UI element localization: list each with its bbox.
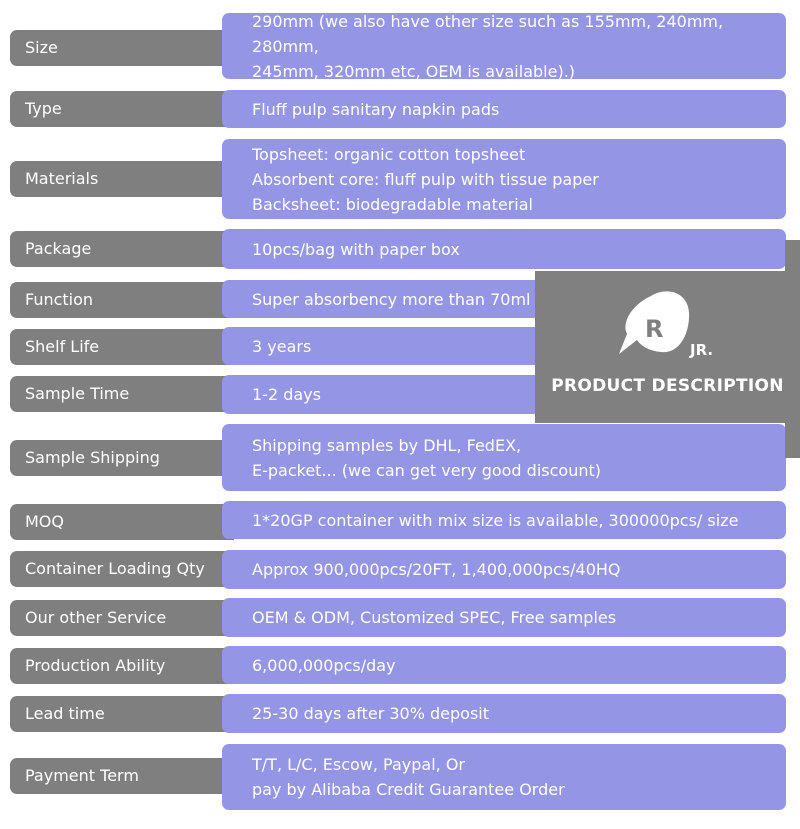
row-label-sample-time: Sample Time [10, 376, 234, 412]
row-label-size: Size [10, 30, 234, 66]
row-label-package: Package [10, 231, 234, 267]
row-value-other-service: OEM & ODM, Customized SPEC, Free samples [222, 598, 786, 637]
row-label-materials: Materials [10, 161, 234, 197]
row-label-moq: MOQ [10, 504, 234, 540]
row-value-type: Fluff pulp sanitary napkin pads [222, 90, 786, 128]
row-label-production-ability: Production Ability [10, 648, 234, 684]
logo-wordmark: JR. [690, 341, 714, 359]
row-value-moq: 1*20GP container with mix size is available, 300000pcs/ size [222, 501, 786, 539]
brand-logo [615, 290, 725, 362]
row-label-sample-shipping: Sample Shipping [10, 440, 234, 476]
row-label-container-loading-qty: Container Loading Qty [10, 551, 234, 587]
row-value-production-ability: 6,000,000pcs/day [222, 646, 786, 684]
row-value-lead-time: 25-30 days after 30% deposit [222, 694, 786, 733]
row-label-shelf-life: Shelf Life [10, 329, 234, 365]
row-label-lead-time: Lead time [10, 696, 234, 732]
logo-letter: R [645, 315, 664, 343]
row-value-function: Super absorbency more than 70ml [222, 280, 786, 318]
row-value-payment-term: T/T, L/C, Escow, Paypal, Or pay by Alibaba Credit Guarantee Order [222, 744, 786, 810]
row-label-other-service: Our other Service [10, 600, 234, 636]
row-label-type: Type [10, 91, 234, 127]
badge-title: PRODUCT DESCRIPTION [551, 376, 784, 396]
row-value-shelf-life: 3 years [222, 327, 786, 365]
row-value-materials: Topsheet: organic cotton topsheet Absorbent core: fluff pulp with tissue paper Backsheet: biodegradable material [222, 139, 786, 219]
row-value-sample-time: 1-2 days [222, 375, 786, 414]
row-label-payment-term: Payment Term [10, 758, 234, 794]
row-value-size: 290mm (we also have other size such as 155mm, 240mm, 280mm, 245mm, 320mm etc, OEM is available).) [222, 13, 786, 79]
row-value-sample-shipping: Shipping samples by DHL, FedEX, E-packet... (we can get very good discount) [222, 424, 786, 491]
row-value-container-loading-qty: Approx 900,000pcs/20FT, 1,400,000pcs/40HQ [222, 550, 786, 589]
row-value-package: 10pcs/bag with paper box [222, 229, 786, 269]
row-label-function: Function [10, 282, 234, 318]
